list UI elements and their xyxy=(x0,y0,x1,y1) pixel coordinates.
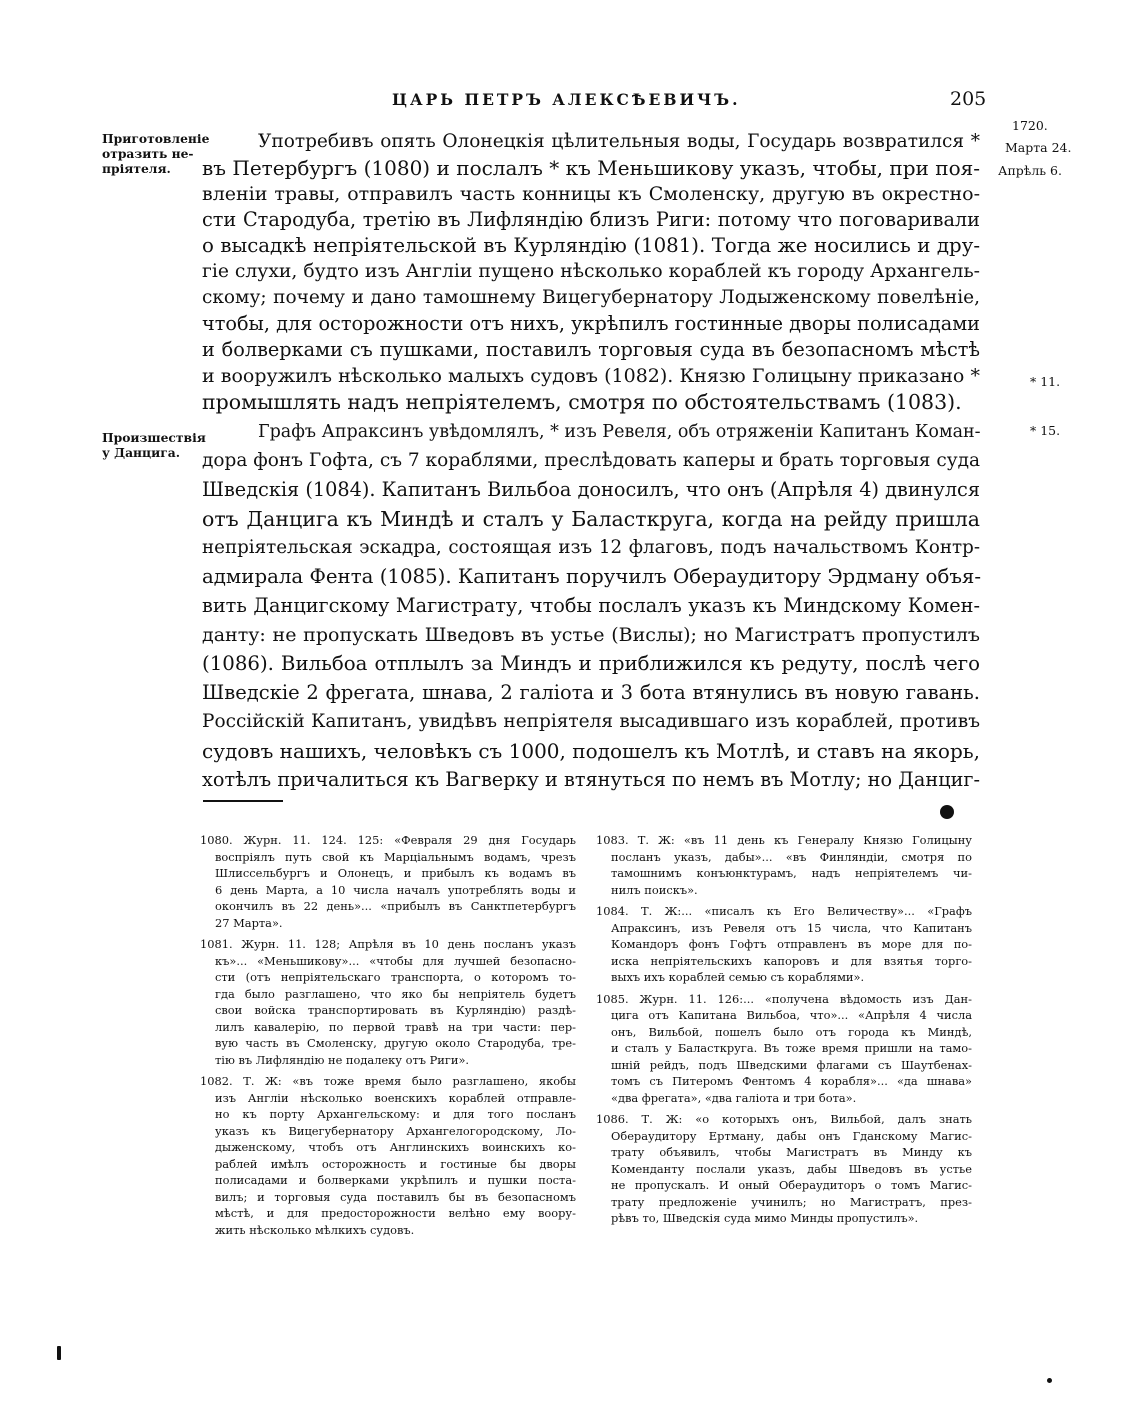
footnote-1080 xyxy=(200,832,576,931)
footnote-line: 1085. Журн. 11. 126:... «получена вѣдомость изъ Дан- xyxy=(596,991,972,1006)
footnote-line: посланъ указъ, дабы»... «въ Финляндіи, смотря по xyxy=(611,849,972,864)
body-line: въ Петербургъ (1080) и послалъ * къ Меньшикову указъ, чтобы, при поя- xyxy=(202,156,980,180)
footnote-line: вую часть въ Смоленску, другую около Стародуба, тре- xyxy=(215,1036,576,1050)
body-line: хотѣлъ причалиться къ Вагверку и втянуться по немъ въ Мотлу; но Данциг- xyxy=(202,768,980,791)
body-line: Шведскіе 2 фрегата, шнава, 2 галіота и 3 бота втянулись въ новую гавань. xyxy=(202,681,980,704)
footnote-line: рѣвъ то, Шведскія суда мимо Минды пропустилъ». xyxy=(611,1211,919,1225)
footnote-1084 xyxy=(596,903,972,986)
body-line: чтобы, для осторожности отъ нихъ, укрѣпилъ гостинные дворы полисадами xyxy=(202,312,980,335)
footnote-line: лилъ кавалерію, по первой травѣ на три части: пер- xyxy=(215,1019,576,1034)
footnote-line: Апраксинъ, изъ Ревеля отъ 15 числа, что Капитанъ xyxy=(611,920,972,935)
footnote-line: свои войска транспортировать въ Курляндію) раздѣ- xyxy=(215,1003,576,1017)
margin-date-11: * 11. xyxy=(1030,374,1061,389)
footnote-1081 xyxy=(200,936,576,1068)
footnote-1085 xyxy=(596,991,972,1107)
footnote-1082 xyxy=(200,1073,576,1238)
footnote-line: мѣстѣ, и для предосторожности велѣно ему воору- xyxy=(215,1206,576,1220)
margin-date-april: Апрѣль 6. xyxy=(998,163,1062,178)
side-note-line: Произшествія xyxy=(102,430,206,445)
footnote-line: 27 Марта». xyxy=(215,915,283,930)
body-line: сти Стародуба, третію въ Лифляндію близъ Риги: потому что поговаривали xyxy=(202,208,980,231)
footnote-line: 1083. Т. Ж: «въ 11 день къ Генералу Князю Голицыну xyxy=(596,833,972,847)
footnote-line: не пропускалъ. И оный Обераудиторъ о томъ Магис- xyxy=(611,1178,972,1192)
side-note-line: отразить не- xyxy=(102,146,194,161)
footnote-line: 1080. Журн. 11. 124. 125: «Февраля 29 дня Государь xyxy=(200,833,576,847)
margin-date-march: Марта 24. xyxy=(1005,140,1072,155)
margin-year: 1720. xyxy=(1012,118,1048,133)
footnote-line: 1086. Т. Ж: «о которыхъ онъ, Вильбой, далъ знать xyxy=(596,1112,972,1126)
footnote-line: 1081. Журн. 11. 128; Апрѣля въ 10 день посланъ указъ xyxy=(200,937,576,951)
footnote-1086 xyxy=(596,1111,972,1227)
footnote-1083 xyxy=(596,832,972,898)
body-line: адмирала Фента (1085). Капитанъ поручилъ Обераудитору Эрдману объя- xyxy=(202,565,982,588)
side-note-line: у Данцига. xyxy=(102,445,181,460)
footnote-line: 1084. Т. Ж:... «писалъ къ Его Величеству»... «Графъ xyxy=(596,904,972,918)
footnote-line: тію въ Лифляндію не подалеку отъ Риги». xyxy=(215,1052,470,1067)
body-line: о высадкѣ непріятельской въ Курляндію (1081). Тогда же носились и дру- xyxy=(202,234,980,257)
footnote-line: къ»... «Меньшикову»... «чтобы для лучшей безопасно- xyxy=(215,953,576,968)
body-line: Употребивъ опять Олонецкія цѣлительныя воды, Государь возвратился * xyxy=(258,131,980,152)
footnote-line: онъ, Вильбой, пошелъ было отъ города къ Миндѣ, xyxy=(611,1024,972,1039)
footnote-line: Шлиссельбургъ и Олонецъ, и прибылъ къ водамъ въ xyxy=(215,866,576,880)
body-line: дора фонъ Гофта, съ 7 кораблями, преслѣдовать каперы и брать торговыя суда xyxy=(202,450,980,471)
footnote-line: указъ къ Вицегубернатору Архангелогородскому, Ло- xyxy=(215,1123,576,1138)
body-line: (1086). Вильбоа отплылъ за Миндъ и приближился къ редуту, послѣ чего xyxy=(202,652,980,675)
body-line: скому; почему и дано тамошнему Вицегубернатору Лодыженскому повелѣніе, xyxy=(202,287,980,308)
footnote-line: 6 день Марта, а 10 числа началъ употреблять воды и xyxy=(215,882,576,897)
footnote-line: изъ Англіи нѣсколько военскихъ кораблей отправле- xyxy=(215,1090,576,1105)
body-line: вленіи травы, отправилъ часть конницы къ Смоленску, другую въ окрестно- xyxy=(202,183,980,205)
footnote-line: цига отъ Капитана Вильбоа, что»... «Апрѣля 4 числа xyxy=(611,1008,972,1022)
ink-dot xyxy=(1047,1378,1052,1383)
footnote-line: гда было разглашено, что яко бы непріятель будетъ xyxy=(215,986,576,1001)
footnote-line: и сталъ у Баласткруга. Въ тоже время пришли на тамо- xyxy=(611,1041,972,1055)
footnote-line: сти (отъ непріятельскаго транспорта, о которомъ то- xyxy=(215,970,576,984)
margin-date-15: * 15. xyxy=(1030,423,1061,438)
footnote-line: трату предложеніе учинилъ; но Магистратъ, през- xyxy=(611,1194,972,1209)
ink-spot xyxy=(940,805,954,819)
footnote-line: жить нѣсколько мѣлкихъ судовъ. xyxy=(215,1222,415,1237)
body-line: вить Данцигскому Магистрату, чтобы послалъ указъ къ Миндскому Комен- xyxy=(202,594,980,617)
side-note-line: Приготовленіе xyxy=(102,131,210,146)
footnote-line: «два фрегата», «два галіота и три бота». xyxy=(611,1090,857,1105)
footnote-line: воспріялъ путь свой къ Марціальнымъ водамъ, чрезъ xyxy=(215,849,576,864)
footnote-line: нилъ поискъ». xyxy=(611,882,698,897)
body-line: Графъ Апраксинъ увѣдомлялъ, * изъ Ревеля, объ отряженіи Капитанъ Коман- xyxy=(258,422,981,442)
footnote-line: шній рейдъ, подъ Шведскими флагами съ Шаутбенах- xyxy=(611,1057,972,1072)
body-line: Россійскій Капитанъ, увидѣвъ непріятеля высадившаго изъ кораблей, противъ xyxy=(202,711,980,732)
footnote-line: дыженскому, чтобъ отъ Англинскихъ воинскихъ ко- xyxy=(215,1140,576,1154)
body-line: Шведскія (1084). Капитанъ Вильбоа доносилъ, что онъ (Апрѣля 4) двинулся xyxy=(202,478,980,501)
footnote-line: иска непріятельскихъ капоровъ и для взятья торго- xyxy=(611,953,972,968)
page-number: 205 xyxy=(950,88,987,110)
footnote-line: Обераудитору Ертману, дабы онъ Гданскому Магис- xyxy=(611,1128,972,1143)
footnote-line: томъ съ Питеромъ Фентомъ 4 корабля»... «да шнава» xyxy=(611,1074,972,1088)
footnote-line: полисадами и болверками укрѣпилъ и пушки поста- xyxy=(215,1173,576,1187)
side-note-line: пріятеля. xyxy=(102,161,171,176)
footnote-line: 1082. Т. Ж: «въ тоже время было разглашено, якобы xyxy=(200,1074,576,1088)
body-line: и болверками съ пушками, поставилъ торговыя суда въ безопасномъ мѣстѣ xyxy=(202,338,980,361)
body-line: промышлять надъ непріятелемъ, смотря по обстоятельствамъ (1083). xyxy=(202,390,962,414)
footnote-rule xyxy=(203,800,283,802)
footnotes-left-column xyxy=(200,832,576,1238)
footnotes-right-column xyxy=(596,832,972,1227)
footnote-line: раблей имѣлъ осторожность и гостиные бы дворы xyxy=(215,1156,576,1171)
footnote-line: вилъ; и торговыя суда поставилъ бы въ безопасномъ xyxy=(215,1189,576,1204)
footnote-line: трату объявилъ, чтобы Магистратъ въ Минду къ xyxy=(611,1145,972,1159)
footnote-line: но къ порту Архангельскому: и для того посланъ xyxy=(215,1107,576,1121)
footnote-line: окончилъ въ 22 день»... «прибылъ въ Санктпетербургъ xyxy=(215,899,576,913)
side-note-preparation xyxy=(102,131,210,176)
footnote-line: Коменданту послали указъ, дабы Шведовъ въ устье xyxy=(611,1161,972,1176)
body-line: непріятельская эскадра, состоящая изъ 12 флаговъ, подъ начальствомъ Контр- xyxy=(202,537,980,558)
body-line: данту: не пропускать Шведовъ въ устье (Вислы); но Магистратъ пропустилъ xyxy=(202,624,980,646)
body-line: и вооружилъ нѣсколько малыхъ судовъ (1082). Князю Голицыну приказано * xyxy=(202,365,980,387)
footnote-line: тамошнимъ конъюнктурамъ, надъ непріятелемъ чи- xyxy=(611,866,972,880)
footnote-line: Командоръ фонъ Гофтъ отправленъ въ море для по- xyxy=(611,937,972,951)
running-head-title: ЦАРЬ ПЕТРЪ АЛЕКСѢЕВИЧЪ. xyxy=(392,90,741,109)
body-line: судовъ нашихъ, человѣкъ съ 1000, подошелъ къ Мотлѣ, и ставъ на якорь, xyxy=(202,739,980,763)
ink-mark xyxy=(57,1346,61,1360)
body-line: отъ Данцига къ Миндѣ и сталъ у Баласткруга, когда на рейду пришла xyxy=(202,507,980,531)
footnote-line: выхъ ихъ кораблей семью съ кораблями». xyxy=(611,970,865,984)
body-line: гіе слухи, будто изъ Англіи пущено нѣсколько кораблей къ городу Архангель- xyxy=(202,261,980,282)
side-note-danzig xyxy=(102,430,206,460)
